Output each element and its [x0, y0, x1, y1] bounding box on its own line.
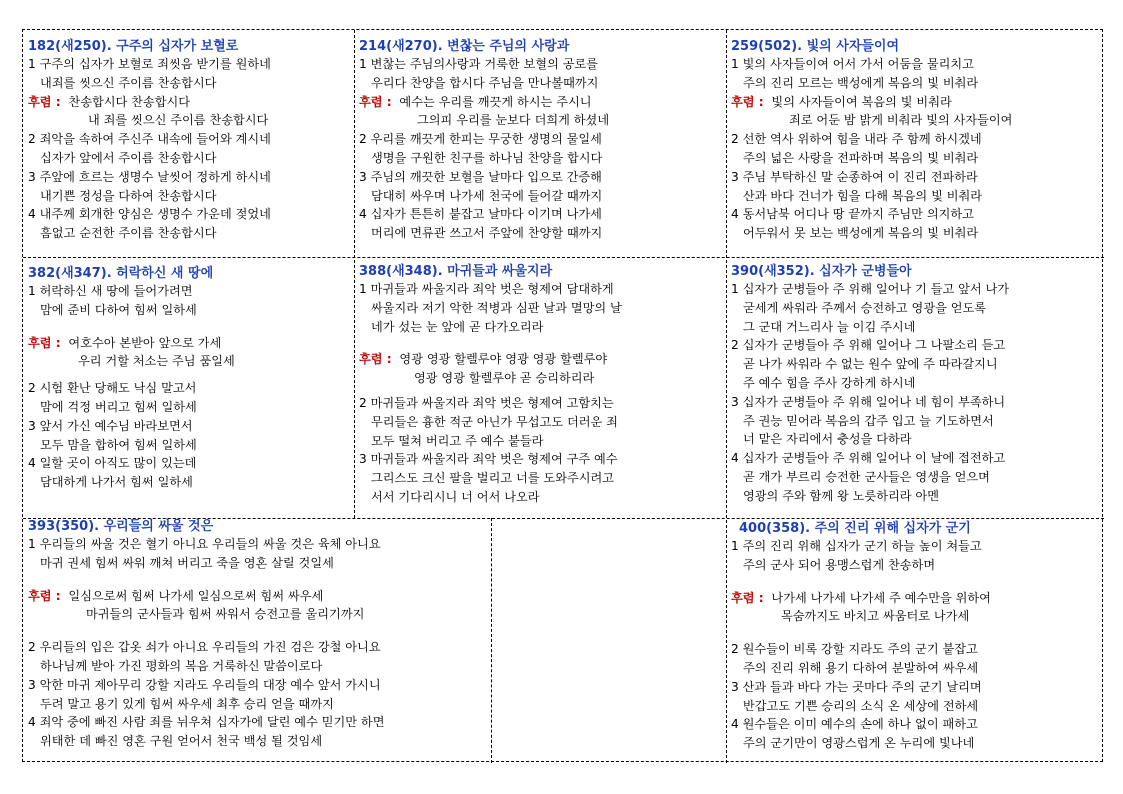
chorus-label: 후렴 : — [28, 588, 61, 603]
chorus-text: 나가세 나가세 나가세 주 예수만을 위하여 — [771, 590, 991, 605]
chorus-label: 후렴 : — [359, 94, 392, 109]
verse-line: 2 우리를 깨끗게 한피는 무궁한 생명의 물일세 — [359, 132, 602, 147]
chorus-label: 후렴 : — [731, 94, 764, 109]
verse-line: 맘에 걱정 버리고 힘써 일하세 — [40, 399, 197, 414]
chorus-label: 후렴 : — [359, 352, 392, 367]
verse-line: 1 십자가 군병들아 주 위해 일어나 기 들고 앞서 나가 — [731, 282, 1010, 296]
verse-line: 3 악한 마귀 제아무리 강할 지라도 우리들의 대장 예수 앞서 가시니 — [28, 677, 381, 692]
verse-line: 흠없고 순전한 주이름 찬송합시다 — [40, 226, 217, 241]
verse-line: 2 마귀들과 싸울지라 죄악 벗은 형제여 고함치는 — [359, 395, 614, 410]
verse-line: 십자가 앞에서 주이름 찬송합시다 — [40, 150, 217, 165]
hymn-214 — [354, 30, 726, 257]
hymn-title: 400(358). 주의 진리 위해 십자가 군기 — [739, 521, 971, 536]
chorus-label: 후렴 : — [28, 335, 61, 350]
spacer — [28, 573, 487, 587]
hymn-title: 214(새270). 변찮는 주님의 사랑과 — [359, 39, 570, 54]
verse-line: 모두 맘을 합하여 힘써 일하세 — [40, 437, 197, 452]
verse-line: 맘에 준비 다하여 힘써 일하세 — [40, 302, 197, 317]
verse-line: 마귀 권세 힘써 싸워 깨쳐 버리고 죽을 영혼 살릴 것일세 — [40, 555, 334, 570]
spacer — [28, 371, 350, 379]
verse-line: 싸울지라 저기 악한 적병과 심판 날과 멸망의 날 — [371, 300, 622, 315]
verse-line: 4 일할 곳이 아직도 많이 있는데 — [28, 456, 197, 471]
verse-line: 3 산과 들과 바다 가는 곳마다 주의 군기 날리며 — [731, 679, 982, 694]
hymn-title: 390(새352). 십자가 군병들아 — [731, 264, 912, 279]
verse-line: 주의 진리 모르는 백성에게 복음의 빛 비춰라 — [743, 75, 979, 90]
spacer — [731, 626, 1100, 640]
verse-line: 주의 진리 위해 용기 다하여 분발하여 싸우세 — [743, 660, 979, 675]
chorus-line: 우리 거할 처소는 주님 품일세 — [78, 354, 235, 369]
verse-line: 산과 바다 건너가 힘을 다해 복음의 빛 비춰라 — [743, 188, 983, 203]
verse-line: 모두 떨쳐 버리고 주 예수 붙들라 — [371, 433, 544, 448]
spacer — [28, 320, 350, 334]
verse-line: 내죄를 씻으신 주이름 찬송합시다 — [40, 75, 217, 90]
verse-line: 1 구주의 십자가 보혈로 죄씻음 받기를 원하네 — [28, 57, 271, 71]
chorus-text: 영광 영광 할렐루야 영광 영광 할렐루야 — [399, 352, 608, 367]
chorus-line — [28, 587, 487, 606]
verse-line: 그 군대 거느리사 늘 이김 주시네 — [743, 319, 916, 334]
hymn-400 — [726, 518, 1104, 763]
chorus-line: 내 죄를 씻으신 주이름 찬송합시다 — [88, 113, 269, 128]
column-divider — [491, 518, 492, 763]
chorus-line — [359, 93, 722, 112]
chorus-text: 예수는 우리를 깨끗게 하시는 주시니 — [399, 94, 592, 109]
hymn-title: 393(350). 우리들의 싸울 것은 — [28, 519, 214, 534]
spacer — [359, 336, 722, 350]
hymn-182 — [23, 30, 354, 257]
verse-line: 1 허락하신 새 땅에 들어가려면 — [28, 284, 193, 298]
hymn-259 — [726, 30, 1104, 257]
verse-line: 4 십자가 군병들아 주 위해 일어나 이 날에 접전하고 — [731, 451, 1006, 466]
verse-line: 4 동서남북 어디나 땅 끝까지 주님만 의지하고 — [731, 207, 974, 222]
verse-line: 머리에 면류관 쓰고서 주앞에 찬양할 때까지 — [371, 226, 603, 241]
verse-line: 2 십자가 군병들아 주 위해 일어나 그 나팔소리 듣고 — [731, 338, 1006, 353]
verse-line: 곧 나가 싸워라 수 없는 원수 앞에 주 따라갈지니 — [743, 357, 998, 372]
verse-line: 생명을 구원한 친구를 하나님 찬양을 합시다 — [371, 150, 603, 165]
verse-line: 2 우리들의 입은 갑옷 쇠가 아니요 우리들의 가진 검은 강철 아니요 — [28, 640, 381, 655]
chorus-line: 그의피 우리를 눈보다 더희게 하셨네 — [417, 113, 610, 128]
spacer — [731, 575, 1100, 589]
verse-line: 1 마귀들과 싸울지라 죄악 벗은 형제여 담대하게 — [359, 282, 614, 296]
chorus-line: 목숨까지도 바치고 싸움터로 나가세 — [781, 609, 970, 624]
hymn-390 — [726, 257, 1104, 518]
verse-line: 곧 개가 부르리 승전한 군사들은 영생을 얻으며 — [743, 469, 990, 484]
verse-line: 1 변찮는 주님의사랑과 거룩한 보혈의 공로를 — [359, 57, 599, 71]
verse-line: 주 예수 힘을 주사 강하게 하시네 — [743, 375, 916, 390]
hymn-382 — [23, 257, 354, 518]
chorus-label: 후렴 : — [28, 94, 61, 109]
verse-line: 2 시험 환난 당해도 낙심 말고서 — [28, 381, 197, 396]
chorus-text: 여호수아 본받아 앞으로 가세 — [68, 335, 222, 350]
verse-line: 2 죄악을 속하여 주신주 내속에 들어와 계시네 — [28, 132, 271, 147]
hymn-title: 388(새348). 마귀들과 싸울지라 — [359, 264, 553, 279]
verse-line: 2 선한 역사 위하여 힘을 내라 주 함께 하시겠네 — [731, 132, 982, 147]
verse-line: 3 주님 부탁하신 말 순종하여 이 진리 전파하라 — [731, 169, 978, 184]
verse-line: 2 원수들이 비록 강할 지라도 주의 군기 붙잡고 — [731, 642, 978, 657]
verse-line: 주의 군기만이 영광스럽게 온 누리에 빛나네 — [743, 736, 975, 751]
hymn-title: 382(새347). 허락하신 새 땅에 — [28, 266, 214, 281]
verse-line: 3 십자가 군병들아 주 위해 일어나 네 힘이 부족하니 — [731, 394, 1006, 409]
verse-line: 주의 넓은 사랑을 전파하며 복음의 빛 비춰라 — [743, 150, 979, 165]
verse-line: 어두워서 못 보는 백성에게 복음의 빛 비춰라 — [743, 226, 979, 241]
chorus-text: 찬송합시다 찬송합시다 — [68, 94, 191, 109]
chorus-line — [359, 350, 722, 369]
verse-line: 3 마귀들과 싸울지라 죄악 벗은 형제여 구주 예수 — [359, 452, 618, 467]
chorus-line — [731, 93, 1100, 112]
chorus-text: 일심으로써 힘써 나가세 일심으로써 힘써 싸우세 — [68, 588, 324, 603]
verse-line: 담대하게 나가서 힘써 일하세 — [40, 475, 193, 490]
verse-line: 서서 기다리시니 너 어서 나오라 — [371, 489, 540, 504]
verse-line: 그리스도 크신 팔을 벌리고 너를 도와주시려고 — [371, 471, 615, 486]
verse-line: 두려 말고 용기 있게 힘써 싸우세 최후 승리 얻을 때까지 — [40, 696, 334, 711]
verse-line: 1 주의 진리 위해 십자가 군기 하늘 높이 쳐들고 — [731, 539, 982, 553]
chorus-line: 영광 영광 할렐루야 곧 승리하리라 — [414, 371, 595, 386]
verse-line: 하나님께 받아 가진 평화의 복음 거룩하신 말씀이로다 — [40, 658, 323, 673]
verse-line: 반갑고도 기쁜 승리의 소식 온 세상에 전하세 — [743, 698, 979, 713]
chorus-line — [731, 589, 1100, 608]
verse-line: 4 내주께 회개한 양심은 생명수 가운데 젖었네 — [28, 207, 271, 222]
hymn-393 — [23, 518, 491, 763]
verse-line: 3 앞서 가신 예수님 바라보면서 — [28, 418, 193, 433]
verse-line: 4 십자가 튼튼히 붙잡고 날마다 이기며 나가세 — [359, 207, 602, 222]
verse-line: 주 권능 믿어라 복음의 갑주 입고 늘 기도하면서 — [743, 413, 994, 428]
verse-line: 4 원수들은 이미 예수의 손에 하나 없이 패하고 — [731, 717, 978, 732]
verse-line: 1 우리들의 싸울 것은 혈기 아니요 우리들의 싸울 것은 육체 아니요 — [28, 537, 381, 551]
verse-line: 굳세게 싸워라 주께서 승전하고 영광을 얻도록 — [743, 300, 987, 315]
spacer — [28, 624, 487, 638]
chorus-line — [28, 334, 350, 353]
chorus-text: 빛의 사자들이여 복음의 빛 비춰라 — [771, 94, 952, 109]
verse-line: 3 주님의 깨끗한 보혈을 날마다 입으로 간증해 — [359, 169, 602, 184]
chorus-line — [28, 93, 350, 112]
verse-line: 1 빛의 사자들이여 어서 가서 어둠을 물리치고 — [731, 57, 974, 71]
hymn-388 — [354, 257, 726, 518]
verse-line: 주의 군사 되어 용맹스럽게 찬송하며 — [743, 557, 936, 572]
chorus-line: 죄로 어둔 밤 밝게 비춰라 빛의 사자들이여 — [789, 113, 1013, 128]
hymn-title: 259(502). 빛의 사자들이여 — [731, 39, 900, 54]
chorus-line: 마귀들의 군사들과 힘써 싸워서 승전고를 울리기까지 — [86, 607, 365, 622]
verse-line: 너 맡은 자리에서 충성을 다하라 — [743, 432, 912, 447]
hymn-sheet — [22, 29, 1103, 762]
verse-line: 우리다 찬양을 합시다 주님을 만나볼때까지 — [371, 75, 599, 90]
hymn-title: 182(새250). 구주의 십자가 보혈로 — [28, 39, 239, 54]
verse-line: 네가 섰는 눈 앞에 곧 다가오리라 — [371, 319, 544, 334]
verse-line: 위태한 데 빠진 영혼 구원 얻어서 천국 백성 될 것임세 — [40, 734, 323, 749]
verse-line: 영광의 주와 함께 왕 노릇하리라 아멘 — [743, 488, 939, 503]
verse-line: 내기쁜 정성을 다하여 찬송합시다 — [40, 188, 217, 203]
chorus-label: 후렴 : — [731, 590, 764, 605]
verse-line: 담대히 싸우며 나가세 천국에 들어갈 때까지 — [371, 188, 603, 203]
verse-line: 무리들은 흉한 적군 아닌가 무섭고도 더러운 죄 — [371, 414, 618, 429]
verse-line: 3 주앞에 흐르는 생명수 날씻어 정하게 하시네 — [28, 169, 271, 184]
verse-line: 4 죄악 중에 빠진 사람 죄를 뉘우쳐 십자가에 달린 예수 믿기만 하면 — [28, 715, 385, 730]
